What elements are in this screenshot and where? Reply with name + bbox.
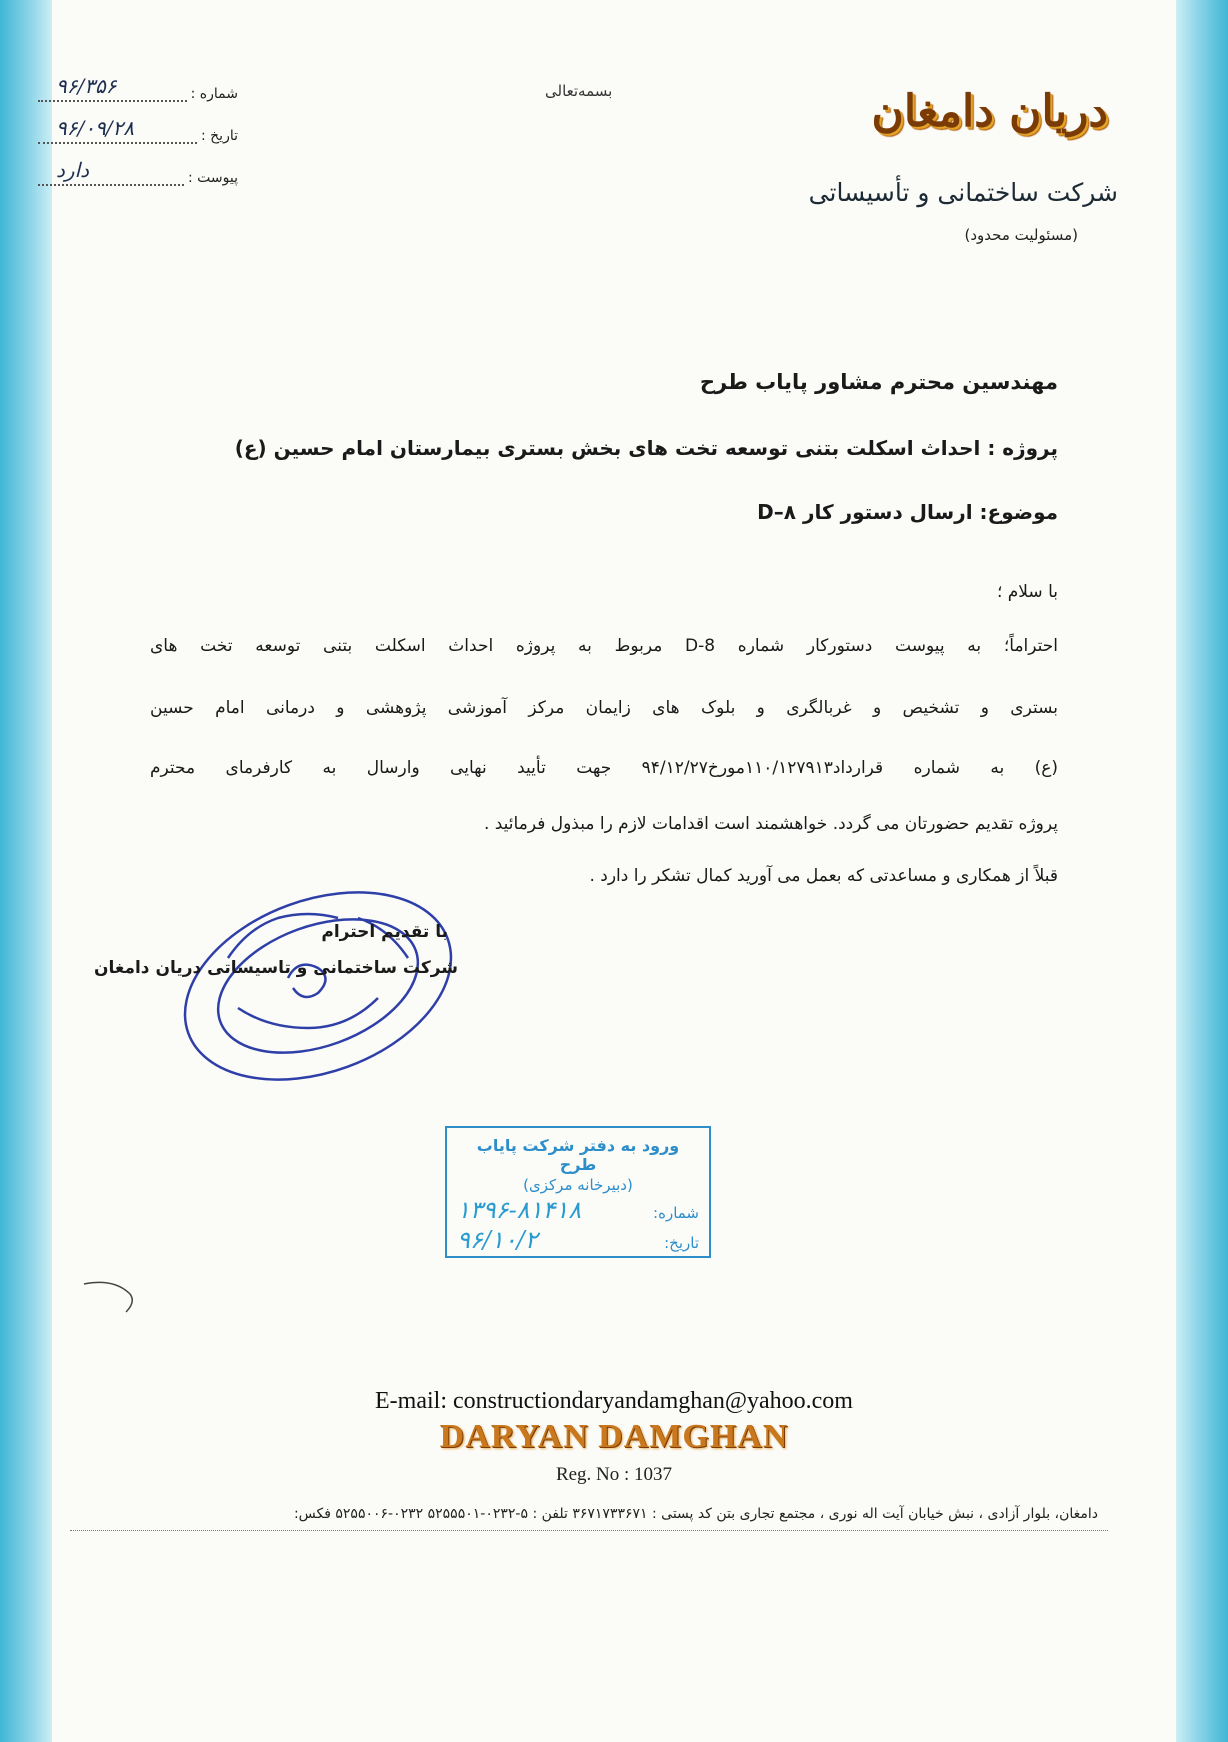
body-line-3: (ع) به شماره قرارداد۱۱۰/۱۲۷۹۱۳مورخ۹۴/۱۲/۲۷ جهت تأیید نهایی وارسال به کارفرمای محترم (150, 758, 1058, 778)
body-line-2: بستری و تشخیص و غربالگری و بلوک های زایمان مرکز آموزشی پژوهشی و درمانی امام حسین (150, 698, 1058, 718)
letter-number-row (38, 74, 238, 102)
stamp-number-value: ۱۳۹۶-۸۱۴۱۸ (457, 1196, 582, 1224)
date-value: ۹۶/۰۹/۲۸ (56, 116, 134, 140)
company-seal-icon (168, 888, 468, 1088)
secretariat-stamp (445, 1126, 711, 1258)
letter-date-row (38, 116, 238, 144)
footer-address: دامغان، بلوار آزادی ، نبش خیابان آیت اله نوری ، مجتمع تجاری بتن کد پستی : ۳۶۷۱۷۳۳۶۷۱ تلفن : ۵-۰۲۳۲-۵۲۵۵۵۰۱ ۰۲۳۲-۵۲۵۵۰۰۶ فکس: (293, 1506, 1098, 1522)
stamp-number-label: شماره: (653, 1204, 699, 1222)
basmala: بسمه‌تعالی (545, 82, 613, 100)
footer-divider (70, 1530, 1108, 1531)
number-value: ۹۶/۳۵۶ (56, 74, 117, 98)
signoff-line: با تقدیم احترام (321, 922, 448, 942)
body-line-1: احتراماً؛ به پیوست دستورکار شماره D-8 مربوط به پروژه احداث اسکلت بتنی توسعه تخت های (150, 636, 1059, 656)
pen-mark-icon (82, 1276, 142, 1316)
project-line: پروژه : احداث اسکلت بتنی توسعه تخت های بخش بستری بیمارستان امام حسین (ع) (234, 436, 1058, 460)
company-name: شرکت ساختمانی و تأسیساتی (808, 178, 1118, 207)
footer-reg-number: Reg. No : 1037 (555, 1464, 673, 1485)
body-line-4: پروژه تقدیم حضورتان می گردد. خواهشمند است اقدامات لازم را مبذول فرمائید . (483, 814, 1058, 834)
stamp-date-label: تاریخ: (664, 1234, 699, 1252)
attachment-label: پیوست : (188, 170, 238, 186)
subject-line: موضوع: ارسال دستور کار D–۸ (757, 500, 1058, 524)
stamp-date-value: ۹۶/۱۰/۲ (457, 1226, 538, 1254)
date-label: تاریخ : (200, 128, 238, 144)
stamp-title: ورود به دفتر شرکت پایاب طرح (476, 1136, 680, 1174)
company-logo: دریان دامغان (871, 86, 1108, 137)
number-label: شماره : (190, 86, 238, 102)
stamp-subtitle: (دبیرخانه مرکزی) (523, 1176, 633, 1194)
footer-email: E-mail: constructiondaryandamghan@yahoo.com (375, 1388, 853, 1414)
closing-line: قبلاً از همکاری و مساعدتی که بعمل می آورید کمال تشکر را دارد . (589, 866, 1058, 886)
letter-attachment-row (38, 158, 238, 186)
company-subtitle: (مسئولیت محدود) (964, 226, 1078, 244)
attachment-value: دارد (56, 158, 90, 182)
signer-line: شرکت ساختمانی و تاسیساتی دریان دامغان (93, 958, 458, 978)
footer-brand: DARYAN DAMGHAN (439, 1418, 789, 1455)
greeting-line: با سلام ؛ (996, 582, 1058, 602)
recipient-line: مهندسین محترم مشاور پایاب طرح (699, 370, 1058, 394)
